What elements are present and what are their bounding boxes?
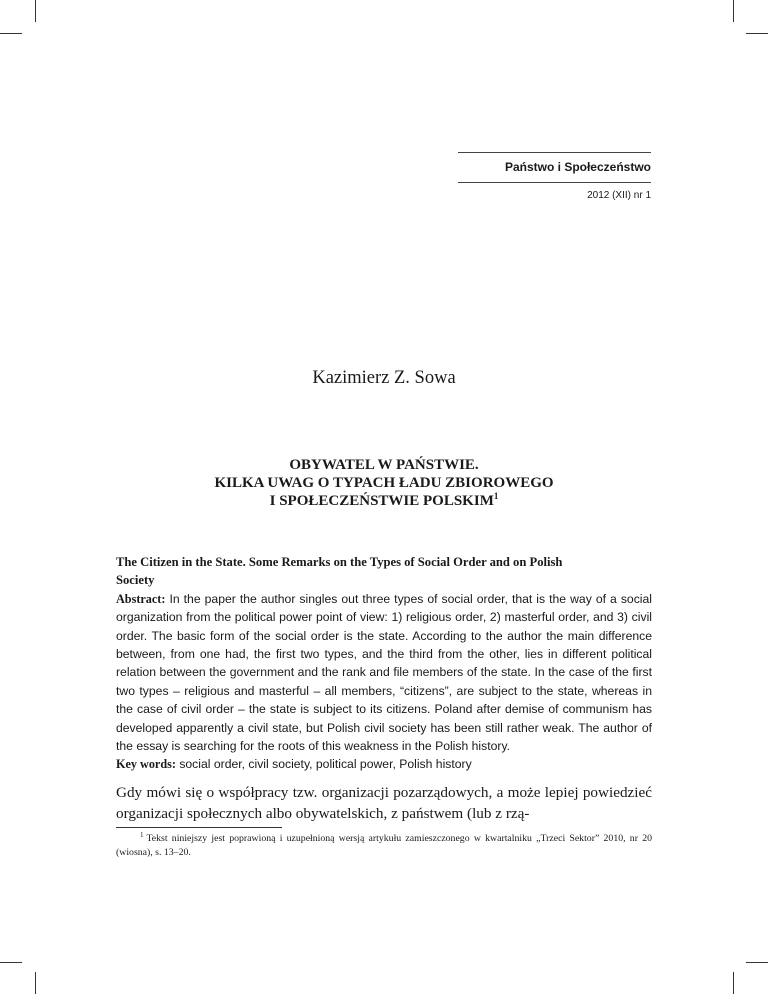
title-line-text: I SPOŁECZEŃSTWIE POLSKIM <box>269 493 494 509</box>
footnote-rule <box>116 827 282 828</box>
author-name: Kazimierz Z. Sowa <box>312 368 456 388</box>
crop-mark <box>0 962 22 963</box>
crop-mark <box>35 0 36 22</box>
header-rule <box>458 182 651 183</box>
footnote <box>116 832 652 860</box>
keywords-label: Key words: <box>116 757 176 772</box>
body-paragraph: Gdy mówi się o współpracy tzw. organizacji pozarządowych, a może lepiej powiedzieć organizacji społecznych albo obywatelskich, z państwem (lub z rzą- <box>116 784 652 822</box>
title-line: OBYWATEL W PAŃSTWIE. <box>289 457 479 473</box>
abstract-label: Abstract: <box>116 591 166 606</box>
abstract <box>116 553 652 774</box>
crop-mark <box>746 33 768 34</box>
issue-number: 2012 (XII) nr 1 <box>587 190 651 201</box>
abstract-text: In the paper the author singles out three types of social order, that is the way of a social organization from the political power point of view: 1) religious order, 2) masterful order, and 3) civil order. The basic form of the social order is the state. According to the author the main difference between, from one had, the first two types, and the third from the other, lies in different political relation between the government and the rank and file members of the state. In the case of the first two types – religious and masterful – all members, “citizens”, are subject to the state, whereas in the case of civil order – the state is subject to its citizens. Poland after demise of communism has developed apparently a civil state, but Polish civil society has been still rather weak. The author of the essay is searching for the roots of this weakness in the Polish history. <box>116 591 652 754</box>
english-title: The Citizen in the State. Some Remarks on the Types of Social Order and on Polish Society <box>116 555 563 588</box>
footnote-text: Tekst niniejszy jest poprawioną i uzupełnioną wersją artykułu zamieszczonego w kwartalniku „Trzeci Sektor” 2010, nr 20 (wiosna), s. 13–20. <box>116 833 652 858</box>
journal-header <box>458 152 651 203</box>
keywords-text: social order, civil society, political power, Polish history <box>179 757 472 772</box>
body-text <box>116 782 652 824</box>
footnote-reference[interactable]: 1 <box>493 491 499 501</box>
crop-mark <box>0 33 22 34</box>
crop-mark <box>733 972 734 994</box>
header-rule <box>458 152 651 153</box>
crop-mark <box>733 0 734 22</box>
article-title <box>0 456 768 510</box>
abstract-body <box>116 590 652 756</box>
journal-name: Państwo i Społeczeństwo <box>504 160 651 174</box>
footnote-mark: 1 <box>140 831 144 839</box>
crop-mark <box>746 962 768 963</box>
title-line: KILKA UWAG O TYPACH ŁADU ZBIOROWEGO <box>214 475 554 491</box>
crop-mark <box>35 972 36 994</box>
title-line <box>0 492 768 510</box>
keywords <box>116 755 652 773</box>
